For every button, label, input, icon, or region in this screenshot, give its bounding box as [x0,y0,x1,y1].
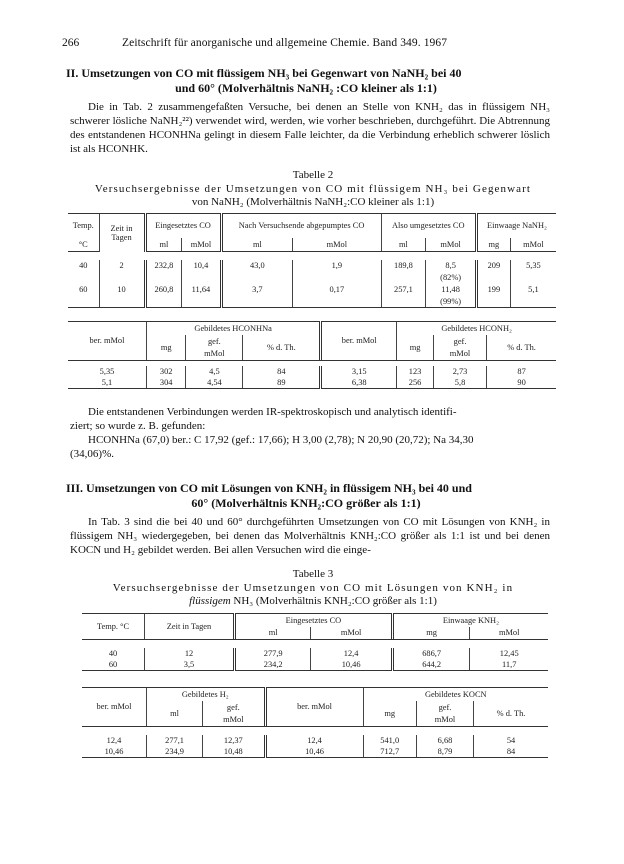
section-2-title-line1: II. Umsetzungen von CO mit flüssigem NH₃ bei Gegenwart von NaNH₂ bei 40 [66,66,462,80]
section-3-paragraph: In Tab. 3 sind die bei 40 und 60° durchgeführten Umsetzungen von CO mit Lösungen von KNH₂ in flüssigem NH₃ wiedergegeben, bei denen das Molverhältnis KNH₂:CO größer als 1:1 ist und bei denen KOCN und H₂ gebildet werden. Bei allen Versuchen wird die einge- [70,516,550,556]
section-3-heading [66,481,546,511]
section-3-title-line2: 60° (Molverhältnis KNH₂:CO größer als 1:1) [191,496,421,510]
table-2-caption [60,169,566,210]
table-row: 12,4 277,1 12,37 12,4 541,0 6,68 54 [82,735,548,746]
journal-title: Zeitschrift für anorganische und allgemeine Chemie. Band 349. 1967 [122,37,448,49]
section-3-title-line1: III. Umsetzungen von CO mit Lösungen von KNH₂ in flüssigem NH₃ bei 40 und [66,481,472,495]
table-row: 60 10 260,8 11,64 3,7 0,17 257,1 11,48 199 5,1 [68,284,556,296]
table-row: 40 2 232,8 10,4 43,0 1,9 189,8 8,5 209 5,35 [68,260,556,272]
table-3-products: ber. mMol Gebildetes H₂ ber. mMol Gebildetes KOCN ml gef. mg gef. % d. Th. mMol mMol 12,4 277,1 12,37 12,4 541,0 6,68 54 10,46 234,9 10,48 10,46 712,7 8,79 84 [82,687,548,758]
table-2-main: Temp. Zeit in Tagen Eingesetztes CO Nach Versuchsende abgepumptes CO Also umgesetztes CO Einwaage NaNH₂ °C ml mMol ml mMol ml mMol mg mMol 40 2 232,8 10,4 43,0 1,9 189,8 8,5 209 5,35 (82%) 60 10 260,8 11,64 3,7 0,17 257,1 11,48 199 5,1 (99%) [68,213,556,308]
table-3-caption [60,568,566,609]
table-row: 5,1 304 4,54 89 6,38 256 5,8 90 [68,377,556,388]
table-2-products: ber. mMol Gebildetes HCONHNa ber. mMol Gebildetes HCONH₂ mg gef. % d. Th. mg gef. % d. Th. mMol mMol 5,35 302 4,5 84 3,15 123 2,73 87 5,1 304 4,54 89 6,38 256 5,8 90 [68,321,556,389]
table-2-title: Tabelle 2 [292,169,334,181]
table-row: 40 12 277,9 12,4 686,7 12,45 [82,648,548,659]
table-3-caption-line1: Versuchsergebnisse der Umsetzungen von CO mit Lösungen von KNH₂ in [112,581,514,594]
section-2-paragraph: Die in Tab. 2 zusammengefaßten Versuche, bei denen an Stelle von KNH₂ das in flüssigem NH₃ schwerer lösliche NaNH₂²²) verwendet wird, werden, wie vorher beschrieben, durchgeführt. Die Abtrennung des entstandenen HCONHNa gelingt in diesem Falle leichter, da die Verbindung erheblich schwerer löslich ist als HCONHK. [70,101,550,155]
table-3-main: Temp. °C Zeit in Tagen Eingesetztes CO Einwaage KNH₂ ml mMol mg mMol 40 12 277,9 12,4 686,7 12,45 60 3,5 234,2 10,46 644,2 11,7 [82,613,548,671]
table-3-title: Tabelle 3 [292,568,334,580]
table-2-caption-line2: von NaNH₂ (Molverhältnis NaNH₂:CO kleiner als 1:1) [191,196,435,208]
section-2-title-line2: und 60° (Molverhältnis NaNH₂ :CO kleiner als 1:1) [175,81,437,95]
table-3-caption-line2: NH₃ (Molverhältnis KNH₂:CO größer als 1:1) [233,595,437,607]
table-row: 10,46 234,9 10,48 10,46 712,7 8,79 84 [82,746,548,757]
table-row: 5,35 302 4,5 84 3,15 123 2,73 87 [68,366,556,377]
page-number: 266 [62,37,80,49]
table-3-caption-italic: flüssigem [189,595,231,607]
table-row: 60 3,5 234,2 10,46 644,2 11,7 [82,659,548,670]
analysis-paragraph: Die entstandenen Verbindungen werden IR-spektroskopisch und analytisch identifi- ziert; so wurde z. B. gefunden: HCONHNa (67,0) ber.: C 17,92 (gef.: 17,66); H 3,00 (2,78); N 20,90 (20,72); Na 34,30 (34,06)%. [70,406,474,460]
section-2-heading [66,66,546,96]
table-2-caption-line1: Versuchsergebnisse der Umsetzungen von CO mit flüssigem NH₃ bei Gegenwart [94,182,532,195]
